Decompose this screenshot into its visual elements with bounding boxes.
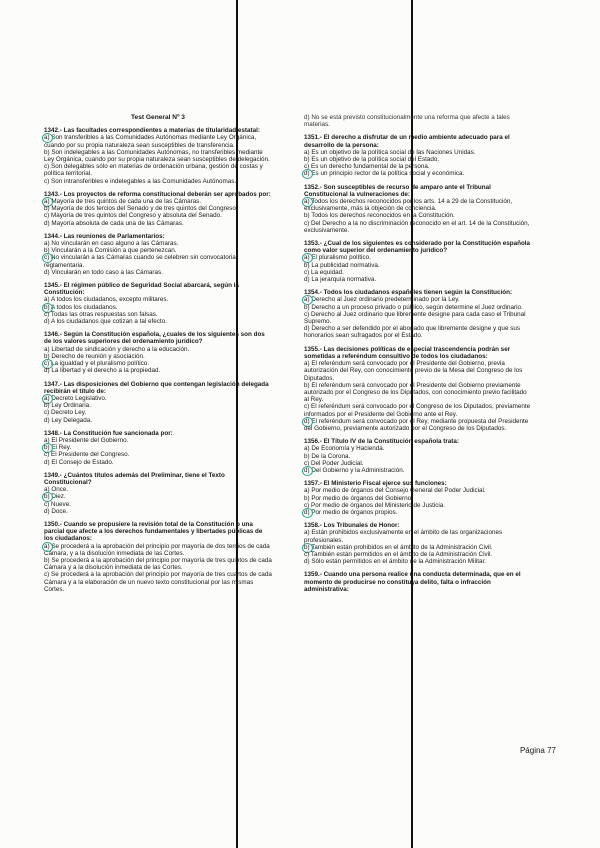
- question-block: [44, 127, 272, 185]
- answer-option: b) Derecho a un proceso privado o público, según determine el Juez ordinario.: [304, 303, 523, 311]
- answer-option-marked: c) No vincularán a las Cámaras cuando se celebren sin convocatoria reglamentaria.: [44, 254, 272, 268]
- answer-option: c) Decreto Ley.: [44, 409, 87, 417]
- answer-option: a) De Economía y Hacienda.: [304, 445, 385, 453]
- answer-option: d) Mayoría absoluta de cada una de las Cámaras.: [44, 219, 184, 227]
- answer-option: c) El referéndum será convocado por el Congreso de los Diputados, previamente informados por el Presidente del Gobierno ante el Rey.: [304, 403, 531, 418]
- answer-option: a) El Presidente del Gobierno.: [44, 436, 129, 444]
- answer-option-marked: a) Decreto Legislativo.: [44, 395, 272, 402]
- answer-option: d) La libertad y el derecho a la propiedad.: [44, 367, 161, 375]
- question-block: [44, 191, 272, 227]
- answer-option-marked: b) El Rey.: [44, 444, 272, 451]
- answer-option: c) Son delegables sólo en materias de ordenación urbana, gestión de costas y política territorial.: [44, 163, 263, 178]
- answer-option: c) La equidad.: [304, 268, 344, 276]
- answer-option: a) Once.: [44, 486, 69, 494]
- question-title: 1346.- Según la Constitución española, ¿cuales de los siguientes son dos de los valores superiores del ordenamiento jurídico?: [44, 331, 265, 346]
- question-block: [304, 571, 532, 593]
- answer-option-marked: a) El pluralismo político.: [304, 254, 532, 261]
- question-title: 1354.- Todos los ciudadanos españoles tienen según la Constitución:: [304, 289, 513, 297]
- question-block: [304, 522, 532, 565]
- question-title: 1347.- Las disposiciones del Gobierno que contengan legislación delegada recibirán el título de:: [44, 380, 269, 395]
- question-block: [304, 184, 532, 234]
- answer-option: a) No vincularán en caso alguno a las Cámaras.: [44, 240, 179, 248]
- page-number: Página 77: [519, 746, 556, 755]
- question-title: 1350.- Cuando se propusiere la revisión total de la Constitución o una parcial que afecte a los derechos fundamentales y libertades públicas de los ciudadanos:: [44, 520, 263, 543]
- answer-option: d) Doce.: [44, 507, 68, 515]
- answer-option: d) A los ciudadanos que cotizan a tal efecto.: [44, 318, 167, 326]
- answer-option: d) El Consejo de Estado.: [44, 458, 114, 466]
- question-block: [304, 240, 532, 283]
- question-block: [304, 289, 532, 339]
- answer-option: d) Vincularán en todo caso a las Cámaras.: [44, 268, 163, 276]
- question-title: 1356.- El Título IV de la Constitución española trata:: [304, 438, 460, 446]
- question-block: [304, 346, 532, 432]
- question-block: [44, 381, 272, 424]
- question-title: 1359.- Cuando una persona realice una conducta determinada, que en el momento de producirse no constituya delito, falta o infracción administrativa:: [304, 571, 521, 593]
- answer-option: b) Por medio de órganos del Gobierno.: [304, 494, 413, 502]
- answer-option-marked: a) Todos los derechos reconocidos por los arts. 14 a 29 de la Constitución, exclusivamente, más la objeción de conciencia.: [304, 198, 532, 212]
- question-block: [304, 438, 532, 474]
- answer-option: d) Ley Delegada.: [44, 416, 92, 424]
- answer-option: b) Mayoría de dos tercios del Senado y de tres quintos del Congreso.: [44, 205, 238, 213]
- answer-option: b) Todos los derechos reconocidos en la Constitución.: [304, 212, 455, 220]
- test-title: Test General Nº 3: [131, 114, 185, 121]
- answer-option: c) Todas las otras respuestas son falsas.: [44, 310, 158, 318]
- answer-option: c) Derecho al Juez ordinario que libremente designe para cada caso el Tribunal Supremo.: [304, 310, 526, 326]
- right-column: [304, 114, 532, 599]
- question-block: [304, 480, 532, 516]
- question-block: [44, 472, 272, 515]
- answer-option: b) Vincularán a la Comisión a que pertenezcan.: [44, 247, 177, 255]
- answer-option: c) El Presidente del Congreso.: [44, 451, 130, 459]
- answer-option-marked: b) A todos los ciudadanos.: [44, 304, 272, 311]
- answer-option: c) También están permitidos en el ámbito de la Administración Civil.: [304, 550, 493, 558]
- question-block: [304, 134, 532, 177]
- question-title: 1352.- Son susceptibles de recurso de amparo ante el Tribunal Constitucional la vulneraciones de:: [304, 183, 491, 198]
- answer-option: c) Del Derecho a la no discriminación reconocido en el art. 14 de la Constitución, exclusivamente.: [304, 219, 530, 234]
- answer-option: a) A todos los ciudadanos, excepto militares.: [44, 296, 169, 304]
- question-title: 1353.- ¿Cual de los siguientes es considerado por la Constitución española como valor superior del ordenamiento jurídico?: [304, 240, 531, 255]
- answer-option-marked: a) Derecho al Juez ordinario predeterminado por la Ley.: [304, 296, 532, 303]
- question-block: [44, 331, 272, 374]
- question-title: 1342.- Las facultades correspondientes a materias de titularidad estatal:: [44, 127, 260, 135]
- answer-option: a) Por medio de órganos del Consejo General del Poder Judicial.: [304, 487, 486, 495]
- answer-option: b) Es un objetivo de la política social del Estado.: [304, 156, 440, 164]
- left-column: [44, 114, 272, 599]
- answer-option-marked: b) También están prohibidos en el ámbito de la Administración Civil.: [304, 544, 532, 551]
- answer-option: d) Sólo están permitidos en el ámbito de la Administración Militar.: [304, 558, 486, 566]
- question-title: 1358.- Los Tribunales de Honor:: [304, 522, 400, 530]
- answer-option: b) Se procederá a la aprobación del principio por mayoría de tres quintos de cada Cámara y a la disolución inmediata de las Cortes.: [44, 556, 272, 572]
- answer-option: b) Son indelegables a las Comunidades Autónomas, no transferibles mediante Ley Orgánica, cuando por su propia naturaleza sean susceptibles de delegación.: [44, 148, 270, 164]
- answer-option: c) Por medio de órganos del Ministerio de Justicia.: [304, 501, 446, 509]
- answer-option: b) Derecho de reunión y asociación.: [44, 352, 145, 360]
- question-block: [44, 282, 272, 325]
- question-title: 1345.- El régimen público de Seguridad Social abarcará, según la Constitución:: [44, 282, 239, 297]
- answer-option: a) Están prohibidos exclusivamente en el ámbito de las organizaciones profesionales.: [304, 529, 503, 544]
- answer-option-marked: d) Del Gobierno y la Administración.: [304, 467, 532, 474]
- answer-option: a) El referéndum será convocado por el Presidente del Gobierno, previa autorización del Rey, con conocimiento previo de la Mesa del Congreso de los Diputados.: [304, 360, 523, 382]
- answer-option: a) Es un objetivo de la política social de las Naciones Unidas.: [304, 148, 476, 156]
- answer-option: c) Nueve.: [44, 500, 71, 508]
- question-title: 1349.- ¿Cuántos títulos además del Preliminar, tiene el Texto Constitucional?: [44, 471, 225, 486]
- question-title: 1344.- Las reuniones de Parlamentarios:: [44, 232, 165, 240]
- answer-option-marked: a) Son transferibles a las Comunidades Autónomas mediante Ley Orgánica, cuando por su propia naturaleza sean susceptibles de transferencia.: [44, 134, 272, 148]
- question-title: 1351.- El derecho a disfrutar de un medio ambiente adecuado para el desarrollo de la persona:: [304, 134, 510, 149]
- answer-option: b) De la Corona.: [304, 452, 351, 460]
- answer-option: c) Son intransferibles e indelegables a las Comunidades Autónomas.: [44, 177, 237, 185]
- answer-option: d) Derecho a ser defendido por el abogado que libremente designe y que sus honorarios sean sufragados por el Estado.: [304, 325, 520, 340]
- answer-option-marked: a) Se procederá a la aprobación del principio por mayoría de dos tercios de cada Cámara, y a la disolución inmediata de las Cortes.: [44, 543, 272, 557]
- answer-option: c) Del Poder Judicial.: [304, 459, 364, 467]
- answer-option-marked: d) El referéndum será convocado por el Rey, mediante propuesta del Presidente del Gobierno, previamente autorizado por el Congreso de los Diputados.: [304, 418, 532, 432]
- answer-option: d) La jerarquía normativa.: [304, 276, 377, 284]
- question-block: [44, 430, 272, 466]
- answer-option-marked: a) Mayoría de tres quintos de cada una de las Cámaras.: [44, 198, 272, 205]
- answer-option: c) Se procederá a la aprobación del principio por mayoría de tres cuartos de cada Cámara y a la elaboración de un nuevo texto constitucional por las mismas Cortes.: [44, 571, 272, 593]
- question-title: 1348.- La Constitución fue sancionada por:: [44, 429, 173, 437]
- question-title: 1343.- Los proyectos de reforma constitucional deberán ser aprobados por:: [44, 190, 271, 198]
- continued-option: d) No se está previsto constitucionalmente una reforma que afecte a tales materias.: [304, 114, 510, 129]
- answer-option: c) Mayoría de tres quintos del Congreso y absoluta del Senado.: [44, 212, 222, 220]
- answer-option-marked: d) Es un principio rector de la política social y económica.: [304, 170, 532, 177]
- question-block: [44, 521, 272, 593]
- answer-option: b) El referéndum será convocado por el Presidente del Gobierno previamente autorizado por el Congreso de los Diputados, con conocimiento previo facilitado al Rey.: [304, 381, 527, 404]
- answer-option-marked: d) Por medio de órganos propios.: [304, 509, 532, 516]
- answer-option-marked: c) La igualdad y el pluralismo político.: [44, 360, 272, 367]
- answer-option: b) La publicidad normativa.: [304, 261, 380, 269]
- question-title: 1355.- Las decisiones políticas de especial trascendencia podrán ser sometidas a referéndum consultivo de todos los ciudadanos:: [304, 345, 511, 360]
- answer-option: b) Ley Ordinaria.: [44, 402, 91, 410]
- question-title: 1357.- El Ministerio Fiscal ejerce sus funciones:: [304, 480, 447, 488]
- answer-option: c) Es un derecho fundamental de la persona.: [304, 163, 430, 171]
- answer-option: a) Libertad de sindicación y derecho a la educación.: [44, 345, 190, 353]
- question-block: [44, 233, 272, 276]
- answer-option-marked: b) Diez.: [44, 493, 272, 500]
